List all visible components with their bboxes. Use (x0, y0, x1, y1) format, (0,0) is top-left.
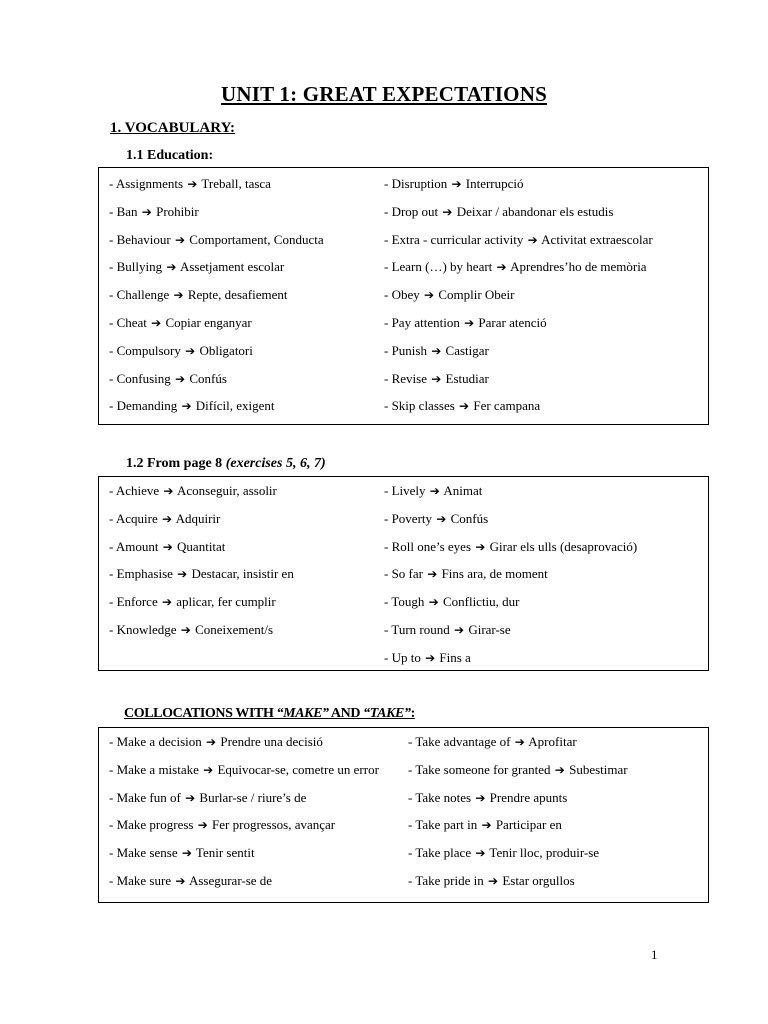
vocab-entry-left (109, 204, 199, 220)
vocab-entry-left (109, 511, 220, 527)
vocab-translation: Estar orgullos (499, 873, 575, 888)
arrow-right-icon: ➔ (427, 567, 438, 582)
vocab-translation: Estudiar (442, 370, 489, 386)
vocab-term: - Ban (109, 203, 141, 219)
vocab-term: - Compulsory (109, 342, 185, 358)
arrow-right-icon: ➔ (181, 846, 192, 861)
vocab-translation: Conflictiu, dur (439, 594, 520, 610)
arrow-right-icon: ➔ (197, 818, 208, 833)
vocab-entry-left (109, 845, 255, 861)
vocab-entry-left (109, 594, 276, 610)
arrow-right-icon: ➔ (459, 399, 470, 414)
vocab-term: - Take pride in (408, 873, 487, 888)
vocab-term: - Revise (384, 370, 431, 386)
arrow-right-icon: ➔ (177, 567, 188, 582)
subheading-from-page-8-label: 1.2 From page 8 (126, 456, 226, 471)
vocab-term: - Pay attention (384, 315, 464, 330)
vocab-term: - Take notes (408, 789, 475, 805)
vocab-entry-right (408, 734, 577, 750)
vocab-entry-right (384, 511, 488, 527)
vocab-entry-right (384, 343, 489, 359)
vocab-term: - Take someone for granted (408, 761, 554, 777)
vocab-entry-left (109, 176, 271, 192)
vocab-term: - Enforce (109, 594, 161, 610)
vocab-translation: Confús (447, 510, 489, 526)
arrow-right-icon: ➔ (180, 623, 191, 637)
vocab-translation: Repte, desafiement (184, 287, 288, 303)
vocab-translation: Parar atenció (475, 315, 547, 330)
vocab-translation: Girar els ulls (desaprovació) (486, 538, 638, 554)
vocab-term: - Learn (…) by heart (384, 259, 496, 275)
vocab-term: - Knowledge (109, 622, 180, 637)
vocab-term: - Emphasise (109, 566, 177, 582)
vocab-term: - Achieve (109, 483, 163, 498)
vocab-translation: Castigar (442, 342, 489, 358)
vocab-term: - Make a decision (109, 734, 206, 749)
vocab-term: - Up to (384, 649, 425, 665)
vocab-term: - Drop out (384, 203, 442, 219)
vocab-translation: Deixar / abandonar els estudis (453, 203, 614, 219)
section-heading-vocabulary: 1. VOCABULARY: (110, 120, 236, 136)
arrow-right-icon: ➔ (436, 511, 447, 526)
arrow-right-icon: ➔ (185, 343, 196, 358)
arrow-right-icon: ➔ (554, 762, 565, 777)
vocab-entry-left (109, 817, 335, 833)
arrow-right-icon: ➔ (428, 595, 439, 610)
arrow-right-icon: ➔ (442, 204, 453, 219)
vocab-term: - Bullying (109, 259, 166, 275)
vocab-term: - Make progress (109, 817, 197, 833)
vocab-translation: Coneixement/s (191, 622, 274, 637)
vocab-translation: Comportament, Conducta (186, 231, 324, 247)
vocab-term: - Disruption (384, 176, 451, 191)
arrow-right-icon: ➔ (185, 790, 196, 805)
vocab-translation: Tenir lloc, produir-se (486, 845, 600, 861)
arrow-right-icon: ➔ (431, 343, 442, 358)
vocab-translation: Confús (186, 370, 227, 386)
vocab-term: - Cheat (109, 315, 151, 330)
vocab-translation: Obligatori (196, 342, 253, 358)
arrow-right-icon: ➔ (161, 511, 173, 526)
vocab-translation: Aprendres’ho de memòria (507, 259, 647, 275)
vocab-entry-left (109, 483, 277, 499)
vocab-entry-right (408, 845, 599, 861)
vocab-translation: Assetjament escolar (177, 259, 285, 275)
arrow-right-icon: ➔ (173, 288, 184, 303)
vocab-translation: Difícil, exigent (192, 398, 275, 414)
vocab-term: - So far (384, 566, 427, 582)
subheading-collocations (124, 706, 415, 722)
arrow-right-icon: ➔ (174, 232, 186, 247)
vocab-translation: Quantitat (173, 538, 226, 554)
vocab-translation: Aconseguir, assolir (174, 483, 277, 498)
vocab-term: - Extra - curricular activity (384, 231, 527, 247)
vocab-entry-right (384, 594, 520, 610)
vocab-translation: Activitat extraescolar (538, 231, 653, 247)
vocab-term: - Obey (384, 287, 423, 303)
vocab-translation: Subestimar (565, 761, 628, 777)
vocab-translation: Prendre apunts (486, 789, 568, 805)
arrow-right-icon: ➔ (496, 260, 507, 275)
arrow-right-icon: ➔ (166, 260, 177, 275)
vocab-term: - Acquire (109, 510, 161, 526)
vocab-entry-left (109, 287, 288, 303)
vocab-term: - Demanding (109, 398, 181, 414)
vocab-translation: Fins ara, de moment (438, 566, 548, 582)
vocab-entry-right (384, 204, 613, 220)
arrow-right-icon: ➔ (151, 316, 162, 330)
vocab-entry-left (109, 315, 252, 331)
vocab-entry-left (109, 566, 294, 582)
arrow-right-icon: ➔ (475, 539, 486, 554)
vocab-entry-right (384, 483, 482, 499)
vocab-term: - Challenge (109, 287, 173, 303)
arrow-right-icon: ➔ (175, 371, 186, 386)
vocab-translation: Fer campana (470, 398, 541, 414)
vocab-entry-right (408, 790, 567, 806)
vocab-translation: Participar en (492, 817, 562, 833)
arrow-right-icon: ➔ (425, 650, 436, 665)
vocab-term: - Make a mistake (109, 761, 203, 777)
vocab-term: - Take part in (408, 817, 481, 833)
vocab-term: - Punish (384, 342, 431, 358)
vocab-translation: Animat (440, 483, 483, 498)
arrow-right-icon: ➔ (527, 232, 538, 247)
vocab-entry-left (109, 232, 324, 248)
vocab-term: - Amount (109, 538, 162, 554)
vocab-translation: Equivocar-se, cometre un error (214, 761, 379, 777)
arrow-right-icon: ➔ (431, 371, 442, 386)
arrow-right-icon: ➔ (163, 484, 174, 498)
arrow-right-icon: ➔ (203, 762, 214, 777)
vocab-term: - Take advantage of (408, 734, 514, 749)
vocab-translation: Fins a (436, 649, 471, 665)
vocab-entry-right (384, 566, 548, 582)
vocab-entry-left (109, 539, 225, 555)
vocab-term: - Make sure (109, 873, 175, 888)
vocab-translation: Prendre una decisió (217, 734, 323, 749)
subheading-education: 1.1 Education: (126, 148, 214, 163)
vocab-term: - Skip classes (384, 398, 459, 414)
vocab-term: - Poverty (384, 510, 436, 526)
vocab-entry-left (109, 259, 284, 275)
vocab-entry-left (109, 734, 323, 750)
vocab-entry-left (109, 622, 273, 638)
collocations-colon: : (410, 706, 415, 721)
arrow-right-icon: ➔ (481, 818, 492, 833)
collocations-make: “MAKE” (276, 706, 329, 721)
page-number: 1 (651, 947, 658, 962)
page-8-vocabulary-box (98, 476, 709, 671)
arrow-right-icon: ➔ (424, 288, 435, 303)
vocab-entry-right (384, 259, 647, 275)
vocab-entry-right (384, 622, 511, 638)
arrow-right-icon: ➔ (454, 623, 465, 637)
vocab-term: - Tough (384, 594, 428, 610)
vocab-translation: Adquirir (173, 510, 221, 526)
collocations-take: “TAKE” (363, 706, 411, 721)
vocab-entry-right (384, 232, 653, 248)
arrow-right-icon: ➔ (175, 874, 186, 888)
arrow-right-icon: ➔ (475, 846, 486, 861)
arrow-right-icon: ➔ (162, 539, 173, 554)
vocab-translation: Complir Obeir (435, 287, 515, 303)
arrow-right-icon: ➔ (141, 204, 152, 219)
vocab-translation: Interrupció (462, 176, 524, 191)
subheading-from-page-8 (126, 456, 326, 472)
vocab-entry-right (408, 817, 562, 833)
vocab-translation: Burlar-se / riure’s de (196, 789, 307, 805)
vocab-entry-left (109, 790, 306, 806)
vocab-entry-left (109, 398, 275, 414)
vocab-translation: Prohibir (152, 203, 199, 219)
vocab-translation: Treball, tasca (198, 176, 271, 191)
subheading-exercises: (exercises 5, 6, 7) (225, 456, 326, 471)
vocab-translation: Girar-se (465, 622, 511, 637)
vocab-entry-right (384, 539, 637, 555)
vocab-translation: Destacar, insistir en (188, 566, 294, 582)
vocab-entry-left (109, 371, 227, 387)
vocab-entry-right (384, 371, 489, 387)
vocab-translation: Aprofitar (525, 734, 577, 749)
vocab-entry-left (109, 343, 253, 359)
arrow-right-icon: ➔ (181, 399, 192, 414)
vocab-term: - Confusing (109, 370, 174, 386)
vocab-term: - Make sense (109, 845, 181, 861)
collocations-text-a: COLLOCATIONS WITH (124, 706, 277, 721)
vocab-term: - Assignments (109, 176, 187, 191)
arrow-right-icon: ➔ (451, 177, 462, 191)
vocab-entry-left (109, 873, 272, 889)
arrow-right-icon: ➔ (429, 484, 440, 498)
arrow-right-icon: ➔ (488, 874, 499, 888)
arrow-right-icon: ➔ (464, 316, 475, 330)
vocab-entry-right (384, 176, 524, 192)
arrow-right-icon: ➔ (206, 735, 217, 749)
education-vocabulary-box (98, 167, 709, 425)
vocab-term: - Lively (384, 483, 429, 498)
vocab-term: - Roll one’s eyes (384, 538, 475, 554)
arrow-right-icon: ➔ (187, 177, 198, 191)
vocab-term: - Turn round (384, 622, 453, 637)
arrow-right-icon: ➔ (475, 790, 486, 805)
vocab-translation: Copiar enganyar (162, 315, 252, 330)
vocab-entry-right (408, 762, 628, 778)
vocab-translation: Fer progressos, avançar (208, 817, 336, 833)
vocab-entry-right (408, 873, 575, 889)
vocab-entry-right (384, 650, 471, 666)
vocab-entry-left (109, 762, 379, 778)
vocab-translation: Assegurar-se de (186, 873, 273, 888)
vocab-entry-right (384, 315, 547, 331)
vocab-translation: aplicar, fer cumplir (173, 594, 276, 610)
collocations-box (98, 727, 709, 903)
arrow-right-icon: ➔ (514, 735, 525, 749)
vocab-translation: Tenir sentit (192, 845, 255, 861)
page-title: UNIT 1: GREAT EXPECTATIONS (221, 82, 547, 106)
vocab-term: - Make fun of (109, 789, 185, 805)
vocab-entry-right (384, 287, 515, 303)
vocab-term: - Behaviour (109, 231, 174, 247)
vocab-term: - Take place (408, 845, 475, 861)
arrow-right-icon: ➔ (161, 595, 173, 610)
vocab-entry-right (384, 398, 540, 414)
collocations-text-c: AND (328, 706, 364, 721)
